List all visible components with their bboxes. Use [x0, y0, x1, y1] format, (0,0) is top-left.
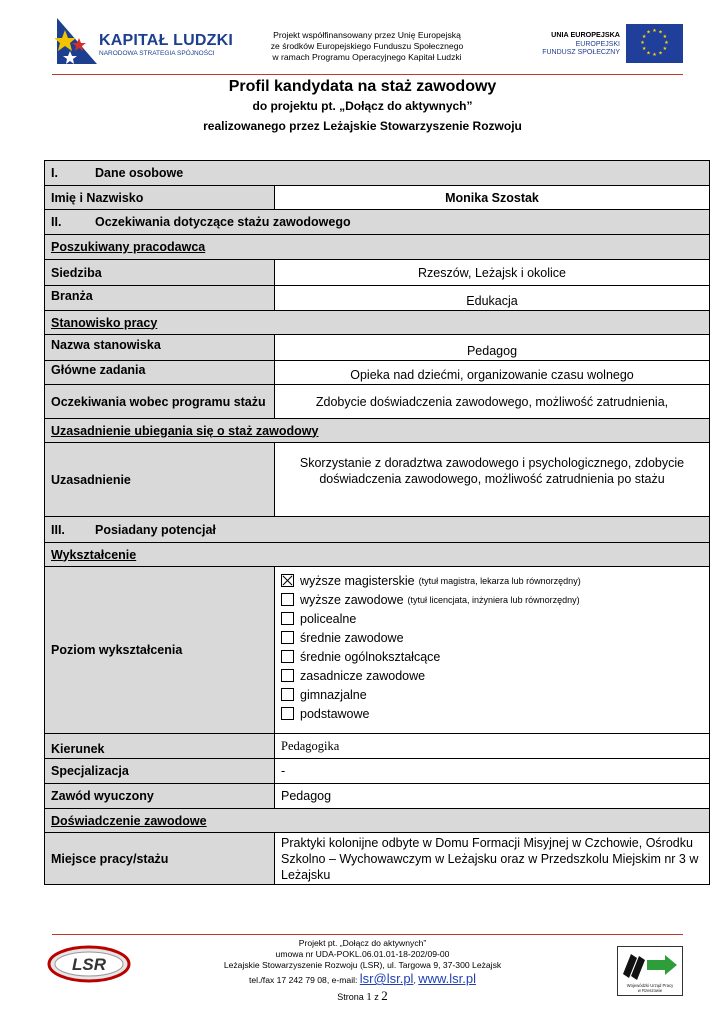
education-option	[281, 704, 703, 723]
eu-line-3: FUNDUSZ SPOŁECZNY	[542, 49, 620, 56]
section-1-number: I.	[51, 166, 58, 180]
position-subheader-row	[45, 311, 710, 335]
education-option	[281, 647, 703, 666]
specialization-label: Specjalizacja	[45, 759, 275, 784]
page-of: z	[374, 992, 379, 1002]
candidate-profile-table	[44, 160, 710, 885]
experience-subheader: Doświadczenie zawodowe	[45, 809, 710, 833]
page-current: 1	[366, 991, 372, 1003]
footer-phone: tel./fax 17 242 79 08, e-mail:	[248, 975, 360, 985]
education-option-label: gimnazjalne	[300, 687, 367, 702]
page-total: 2	[381, 988, 388, 1003]
kapital-ludzki-title: KAPITAŁ LUDZKI	[99, 32, 234, 49]
cofinancing-line-3: w ramach Programu Operacyjnego Kapitał Ludzki	[272, 52, 462, 62]
expectations-label: Oczekiwania wobec programu stażu	[45, 385, 275, 419]
seat-label: Siedziba	[45, 260, 275, 286]
svg-text:★: ★	[652, 52, 657, 58]
profession-row	[45, 784, 710, 809]
education-option-label: średnie ogólnokształcące	[300, 649, 441, 664]
position-name-row	[45, 335, 710, 361]
eu-fund-text	[520, 31, 620, 58]
wup-text-1: Wojewódzki Urząd Pracy	[626, 983, 674, 988]
justification-label: Uzasadnienie	[45, 443, 275, 517]
svg-text:★: ★	[652, 28, 657, 34]
seat-value: Rzeszów, Leżajsk i okolice	[275, 260, 710, 286]
expectations-row	[45, 385, 710, 419]
page-word: Strona	[337, 992, 364, 1002]
email-link[interactable]: lsr@lsr.pl	[359, 971, 414, 986]
workplace-label: Miejsce pracy/stażu	[45, 833, 275, 885]
tasks-row	[45, 361, 710, 385]
education-option-label: wyższe magisterskie	[300, 573, 415, 588]
svg-text:★: ★	[662, 34, 668, 40]
svg-text:★: ★	[658, 50, 663, 57]
svg-text:★: ★	[646, 29, 651, 36]
footer-address: Leżajskie Stowarzyszenie Rozwoju (LSR), ul. Targowa 9, 37-300 Leżajsk	[223, 960, 502, 970]
section-3-row	[45, 517, 710, 543]
seat-row	[45, 260, 710, 286]
page-number	[140, 990, 585, 1003]
specialization-value: -	[275, 759, 710, 784]
checked-checkbox-icon[interactable]	[281, 574, 294, 587]
svg-text:★: ★	[658, 29, 663, 36]
education-subheader: Wykształcenie	[45, 543, 710, 567]
expectations-value: Zdobycie doświadczenia zawodowego, możliwość zatrudnienia,	[275, 385, 710, 419]
section-3-number: III.	[51, 522, 65, 537]
footer-contact	[140, 973, 585, 986]
branch-row	[45, 286, 710, 311]
checkbox-icon[interactable]	[281, 631, 294, 644]
education-option-note: (tytuł licencjata, inżyniera lub równorzędny)	[407, 594, 580, 605]
education-level-list	[281, 567, 703, 723]
section-3-header	[45, 517, 710, 543]
svg-text:★: ★	[641, 34, 647, 40]
cofinancing-line-2: ze środków Europejskiego Funduszu Społecznego	[270, 41, 464, 51]
tasks-label: Główne zadania	[45, 361, 275, 385]
education-option	[281, 609, 703, 628]
svg-text:★: ★	[662, 46, 668, 52]
education-option-label: podstawowe	[300, 706, 370, 721]
wup-text-2: w Rzeszowie	[637, 988, 663, 993]
svg-text:★: ★	[664, 40, 669, 46]
document-subtitle-organizer: realizowanego przez Leżajskie Stowarzyszenie Rozwoju	[203, 119, 522, 133]
svg-text:★: ★	[640, 40, 645, 46]
checkbox-icon[interactable]	[281, 688, 294, 701]
section-1-title: Dane osobowe	[95, 166, 184, 180]
specialization-row	[45, 759, 710, 784]
name-row	[45, 186, 710, 210]
education-option-label: zasadnicze zawodowe	[300, 668, 426, 683]
name-label: Imię i Nazwisko	[45, 186, 275, 210]
education-level-options	[275, 567, 710, 734]
education-option-label: policealne	[300, 611, 357, 626]
cofinancing-note	[242, 30, 492, 63]
footer-separator: ,	[413, 975, 419, 985]
cofinancing-line-1: Projekt współfinansowany przez Unię Europejską	[273, 30, 461, 40]
experience-subheader-row	[45, 809, 710, 833]
svg-text:★: ★	[641, 46, 647, 52]
justification-row	[45, 443, 710, 517]
checkbox-icon[interactable]	[281, 593, 294, 606]
employer-subheader-row	[45, 235, 710, 260]
section-1-header	[45, 161, 710, 186]
document-title: Profil kandydata na staż zawodowy	[228, 78, 497, 95]
website-link[interactable]: www.lsr.pl	[418, 971, 477, 986]
section-2-row	[45, 210, 710, 235]
position-name-value: Pedagog	[275, 335, 710, 361]
lsr-logo-text: LSR	[72, 955, 106, 974]
workplace-value: Praktyki kolonijne odbyte w Domu Formacji Misyjnej w Czchowie, Ośrodku Szkolno – Wychowawczym w Leżajsku oraz w Przedszkolu Miejskim nr 3 w Leżajsku	[275, 833, 710, 885]
footer-agreement: umowa nr UDA-POKL.06.01.01-18-202/09-00	[275, 949, 450, 959]
position-name-label: Nazwa stanowiska	[45, 335, 275, 361]
profession-value: Pedagog	[275, 784, 710, 809]
workplace-row	[45, 833, 710, 885]
education-option-label: średnie zawodowe	[300, 630, 404, 645]
header-divider	[52, 74, 683, 75]
branch-value: Edukacja	[275, 286, 710, 311]
position-subheader: Stanowisko pracy	[45, 311, 710, 335]
justification-value: Skorzystanie z doradztwa zawodowego i psychologicznego, zdobycie doświadczenia zawodowego, możliwość zatrudnienia po stażu	[275, 443, 710, 517]
checkbox-icon[interactable]	[281, 612, 294, 625]
education-option	[281, 571, 703, 590]
section-2-number: II.	[51, 215, 62, 229]
document-subtitle-project: do projektu pt. „Dołącz do aktywnych”	[252, 99, 473, 113]
direction-value: Pedagogika	[275, 734, 710, 759]
checkbox-icon[interactable]	[281, 669, 294, 682]
direction-row	[45, 734, 710, 759]
tasks-value: Opieka nad dziećmi, organizowanie czasu wolnego	[275, 361, 710, 385]
section-2-title: Oczekiwania dotyczące stażu zawodowego	[95, 215, 351, 229]
section-2-header	[45, 210, 710, 235]
education-option	[281, 666, 703, 685]
justification-subheader: Uzasadnienie ubiegania się o staż zawodowy	[45, 419, 710, 443]
eu-line-2: EUROPEJSKI	[575, 40, 620, 48]
section-1-row	[45, 161, 710, 186]
eu-line-1: UNIA EUROPEJSKA	[551, 30, 620, 39]
education-option	[281, 685, 703, 704]
branch-label: Branża	[45, 286, 275, 311]
footer-divider	[52, 934, 683, 935]
education-option-label: wyższe zawodowe	[300, 592, 404, 607]
name-value: Monika Szostak	[275, 186, 710, 210]
education-subheader-row	[45, 543, 710, 567]
education-option-note: (tytuł magistra, lekarza lub równorzędny)	[418, 575, 581, 586]
employer-subheader: Poszukiwany pracodawca	[45, 235, 710, 260]
justification-subheader-row	[45, 419, 710, 443]
svg-text:★: ★	[646, 50, 651, 57]
education-option	[281, 628, 703, 647]
kapital-ludzki-subtitle: NARODOWA STRATEGIA SPÓJNOŚCI	[99, 50, 215, 57]
eu-flag-icon	[626, 24, 683, 63]
education-level-row	[45, 567, 710, 734]
profession-label: Zawód wyuczony	[45, 784, 275, 809]
wup-logo	[617, 946, 683, 996]
section-3-title: Posiadany potencjał	[95, 522, 216, 537]
education-option	[281, 590, 703, 609]
education-level-label: Poziom wykształcenia	[45, 567, 275, 734]
checkbox-icon[interactable]	[281, 707, 294, 720]
footer-project: Projekt pt. „Dołącz do aktywnych”	[298, 938, 427, 948]
direction-label: Kierunek	[45, 734, 275, 759]
checkbox-icon[interactable]	[281, 650, 294, 663]
lsr-logo	[47, 944, 132, 984]
